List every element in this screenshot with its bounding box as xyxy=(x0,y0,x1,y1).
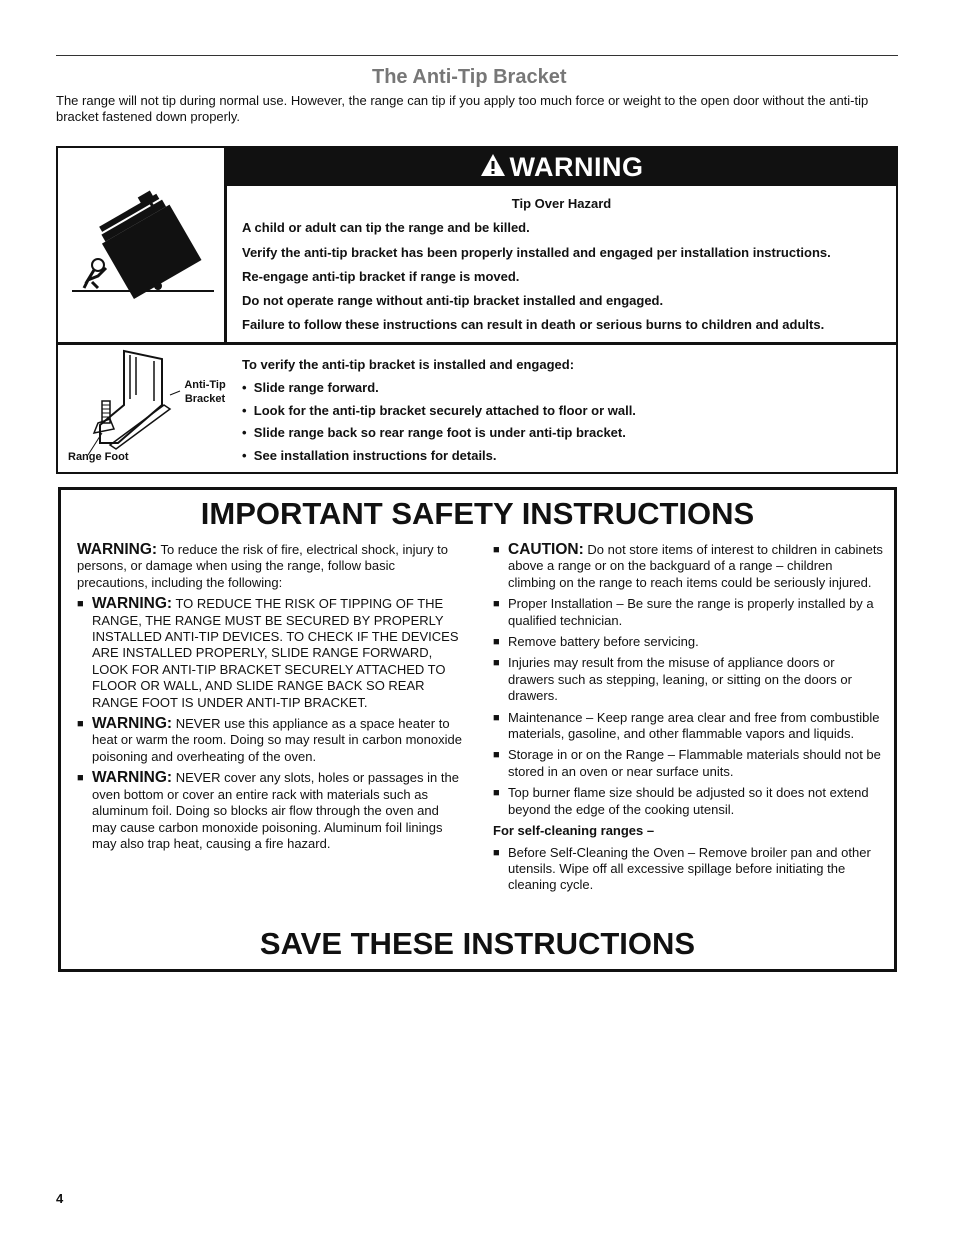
section-title: The Anti-Tip Bracket xyxy=(372,66,567,88)
self-cleaning-subheading: For self-cleaning ranges – xyxy=(493,823,655,839)
hazard-line: A child or adult can tip the range and be killed. xyxy=(242,220,530,235)
list-item: ■ Storage in or on the Range – Flammable materials should not be stored in an oven or near surface units. xyxy=(493,747,881,779)
verify-step: • Slide range forward. xyxy=(242,380,379,395)
list-item: ■ Proper Installation – Be sure the range is properly installed by a qualified technician. xyxy=(493,596,874,628)
verify-intro: To verify the anti-tip bracket is installed and engaged: xyxy=(242,357,575,372)
bracket-diagram xyxy=(58,345,234,472)
list-item: ■ Before Self-Cleaning the Oven – Remove broiler pan and other utensils. Wipe off all excessive spillage before initiating the cleaning cycle. xyxy=(493,844,871,893)
tip-over-illustration xyxy=(58,148,227,342)
bracket-label: Bracket xyxy=(184,393,226,405)
hazard-line: Verify the anti-tip bracket has been properly installed and engaged per installation instructions. xyxy=(242,245,831,260)
warning-triangle-icon xyxy=(480,153,506,182)
hazard-text xyxy=(227,186,896,342)
hazard-line: Failure to follow these instructions can result in death or serious burns to children and adults. xyxy=(242,317,825,332)
warning-banner-text: WARNING xyxy=(509,151,644,182)
hazard-title: Tip Over Hazard xyxy=(511,196,612,211)
verify-step: • See installation instructions for details. xyxy=(242,448,497,463)
hazard-line: Re-engage anti-tip bracket if range is moved. xyxy=(242,269,520,284)
verify-steps xyxy=(242,345,882,472)
safety-intro: WARNING: To reduce the risk of fire, electrical shock, injury to persons, or damage when using the range, follow basic precautions, including the following: xyxy=(77,541,449,590)
list-item: ■ Injuries may result from the misuse of appliance doors or drawers such as stepping, leaning, or sitting on the doors or drawers. xyxy=(493,655,852,704)
warning-banner xyxy=(227,148,896,186)
bracket-label: Anti-Tip xyxy=(184,379,226,391)
right-column xyxy=(493,542,883,899)
safety-instructions-box xyxy=(58,487,897,972)
warning-box xyxy=(56,146,898,474)
range-foot-label: Range Foot xyxy=(68,451,129,463)
left-column xyxy=(77,542,467,857)
list-item: ■ WARNING: TO REDUCE THE RISK OF TIPPING OF THE RANGE, THE RANGE MUST BE SECURED BY PROPERLY INSTALLED ANTI-TIP DEVICES. TO CHECK IF THE DEVICES ARE INSTALLED PROPERLY, SLIDE RANGE FORWARD, LOOK FOR ANTI-TIP BRACKET SECURELY ATTACHED TO FLOOR OR WALL, AND SLIDE RANGE BACK SO REAR RANGE FOOT IS UNDER ANTI-TIP BRACKET. xyxy=(77,595,459,710)
page-number: 4 xyxy=(56,1191,64,1206)
intro-paragraph: The range will not tip during normal use. However, the range can tip if you apply too much force or weight to the open door without the anti-tip bracket fastened down properly. xyxy=(56,93,869,124)
verify-step: • Look for the anti-tip bracket securely attached to floor or wall. xyxy=(242,403,636,418)
list-item: ■ Top burner flame size should be adjusted so it does not extend beyond the edge of the cooking utensil. xyxy=(493,785,869,817)
list-item: ■ WARNING: NEVER use this appliance as a space heater to heat or warm the room. Doing so may result in carbon monoxide poisoning and overheating of the oven. xyxy=(77,715,462,764)
hazard-line: Do not operate range without anti-tip bracket installed and engaged. xyxy=(242,293,664,308)
list-item: ■ WARNING: NEVER cover any slots, holes or passages in the oven bottom or cover an entire rack with materials such as aluminum foil. Doing so blocks air flow through the oven and may cause carbon monoxide poisoning. Aluminum foil linings may also trap heat, causing a fire hazard. xyxy=(77,769,459,851)
verify-step: • Slide range back so rear range foot is under anti-tip bracket. xyxy=(242,425,626,440)
safety-title: IMPORTANT SAFETY INSTRUCTIONS xyxy=(200,496,755,531)
save-instructions-title: SAVE THESE INSTRUCTIONS xyxy=(259,926,696,961)
list-item: ■ Maintenance – Keep range area clear and free from combustible materials, gasoline, and other flammable vapors and liquids. xyxy=(493,709,880,742)
top-rule xyxy=(56,55,898,56)
list-item: ■ CAUTION: Do not store items of interest to children in cabinets above a range or on the backguard of a range – children climbing on the range to reach items could be seriously injured. xyxy=(493,541,883,590)
list-item: ■ Remove battery before servicing. xyxy=(493,634,699,650)
